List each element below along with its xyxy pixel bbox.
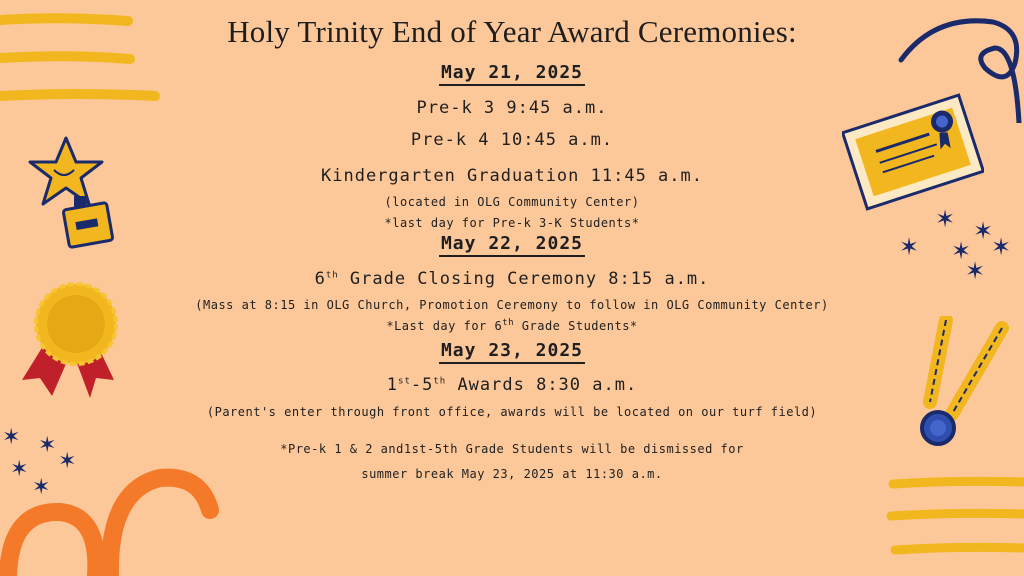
dismissal-line-1: *Pre-k 1 & 2 and1st-5th Grade Students will be dismissed for: [280, 442, 744, 456]
svg-text:✶: ✶: [973, 217, 994, 245]
note-location: (located in OLG Community Center): [384, 195, 640, 209]
svg-text:✶: ✶: [32, 475, 51, 500]
event-prek4: Pre-k 4 10:45 a.m.: [410, 130, 614, 150]
event-awards: 1st-5th Awards 8:30 a.m.: [386, 375, 638, 395]
date-heading-may-23: May 23, 2025: [439, 340, 585, 364]
schedule: [120, 62, 904, 482]
svg-text:✶: ✶: [991, 233, 1012, 261]
note-parent-entry: (Parent's enter through front office, awards will be located on our turf field): [206, 405, 818, 419]
note-last-day-6th: *Last day for 6th Grade Students*: [386, 318, 638, 333]
svg-text:✶: ✶: [899, 233, 920, 261]
dismissal-line-2: summer break May 23, 2025 at 11:30 a.m.: [361, 467, 663, 481]
svg-text:✶: ✶: [10, 457, 29, 482]
hanging-medal-icon: [918, 316, 1010, 454]
event-6th-grade-closing: 6th Grade Closing Ceremony 8:15 a.m.: [314, 269, 710, 289]
event-prek3: Pre-k 3 9:45 a.m.: [416, 98, 608, 118]
gold-medal-icon: [18, 280, 128, 405]
yellow-stripes-bottom-right: [885, 470, 1024, 570]
asterisks-right: [895, 205, 1020, 280]
page-title: Holy Trinity End of Year Award Ceremonies:: [227, 14, 797, 49]
svg-text:✶: ✶: [965, 257, 986, 280]
note-last-day-prek: *last day for Pre-k 3-K Students*: [384, 216, 640, 230]
event-kindergarten-graduation: Kindergarten Graduation 11:45 a.m.: [321, 166, 703, 186]
star-trophy-icon: [26, 132, 126, 257]
date-heading-may-22: May 22, 2025: [439, 233, 585, 257]
svg-text:✶: ✶: [38, 433, 57, 458]
svg-text:✶: ✶: [2, 425, 21, 450]
note-mass: (Mass at 8:15 in OLG Church, Promotion Ceremony to follow in OLG Community Center): [195, 298, 829, 312]
svg-text:✶: ✶: [58, 449, 77, 474]
date-heading-may-21: May 21, 2025: [439, 62, 585, 86]
svg-text:✶: ✶: [951, 237, 972, 265]
svg-text:✶: ✶: [935, 205, 956, 233]
